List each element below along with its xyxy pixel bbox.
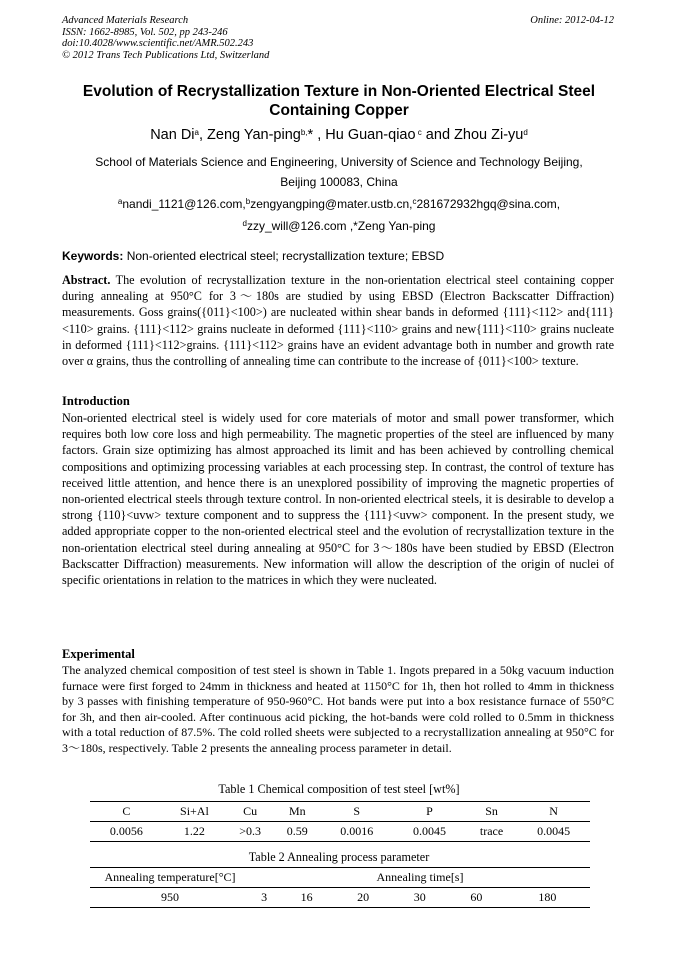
keywords-label: Keywords: (62, 249, 124, 263)
author-1: Nan Di (150, 127, 195, 143)
table-cell: 950 (161, 890, 179, 904)
email-c: 281672932hgq@sina.com, (416, 197, 561, 211)
author-2: Zeng Yan-ping (207, 127, 301, 143)
experimental-text: The analyzed chemical composition of test steel is shown in Table 1. Ingots prepared in a 50kg vacuum induction furnace were first forged to 24mm in thickness and heated at 1150°C for 1h, then hot rolled to 4mm in thickness by 3 passes with finishing temperature of 950-960°C. Hot bands were put into a box resistance furnace of 550°C for 3h, and then air-cooled. After continuous acid picking, the hot-bands were cold rolled to 0.5mm in thickness with a total reduction of 87.5%. The cold rolled sheets were subjected to a recrystallization annealing at 950°C for 3～180s, respectively. Table 2 presents the annealing process parameter in detail. (62, 663, 614, 755)
email-sup: c (412, 197, 417, 206)
table-cell: >0.3 (239, 824, 262, 838)
table-cell: 30 (413, 890, 426, 904)
table-header-cell: Si+Al (163, 802, 226, 822)
author-emails (62, 193, 616, 237)
email-sup: a (117, 197, 123, 206)
table-1-header-row (90, 802, 590, 822)
table-cell: 0.0056 (109, 824, 143, 838)
email-sup: b (245, 197, 251, 206)
table-row (90, 888, 590, 908)
author-3-sup: c (415, 128, 422, 137)
copyright: © 2012 Trans Tech Publications Ltd, Switzerland (62, 49, 270, 61)
author-sep: , (198, 127, 208, 143)
table-cell: 0.0045 (537, 824, 571, 838)
affiliation-line-1: School of Materials Science and Engineering, University of Science and Technology Beijing, (95, 155, 583, 169)
online-date: Online: 2012-04-12 (530, 15, 614, 26)
email-sup: d (242, 219, 247, 228)
introduction-text: Non-oriented electrical steel is widely used for core materials of motor and small power transformer, which requires both low core loss and high permeability. The magnetic properties of the steel are influenced by many factors. Grain size optimizing has almost approached its limit and has been achieved by controlling chemical compositions and optimizing processing variables at each processing step. In contrast, the control of texture has received little attention, and hence there is an unexplored possibility of improving the magnetic properties of non-oriented electrical steels through texture control. In non-oriented electrical steels, it is desirable to develop a strong {110}<uvw> texture component and to suppress the {111}<uvw> component. In the present study, we added appropriate copper to the non-oriented electrical steel and the evolution of recrystallization texture in the non-orientation electrical steel during annealing at 950°C for 3～180s have been studied by EBSD (Electron Backscatter Diffraction) measurements. New information will allow the description of the origin of nuclei of specific orientations in relation to the matrices in which they were nucleated. (62, 411, 614, 588)
author-sep: , (313, 127, 326, 143)
table-header-cell: Annealing temperature[°C] (90, 868, 250, 888)
title-line-1: Evolution of Recrystallization Texture in Non-Oriented Electrical Steel (82, 83, 596, 100)
author-1-sup: a (194, 128, 199, 137)
author-4-sup: d (523, 128, 528, 137)
table-cell: 0.0016 (340, 824, 374, 838)
table-row (90, 822, 590, 842)
author-list (62, 126, 616, 144)
table-cell: 180 (538, 890, 557, 904)
table-1-composition (90, 801, 590, 842)
table-header-cell: P (393, 802, 466, 822)
table-header-cell: Annealing time[s] (250, 868, 590, 888)
table-cell: trace (479, 824, 504, 838)
journal-meta (62, 15, 269, 61)
section-heading-experimental: Experimental (62, 647, 135, 661)
email-line-2 (62, 215, 616, 237)
paper-title (62, 82, 616, 120)
title-line-2: Containing Copper (269, 102, 409, 119)
author-sep: and (421, 127, 455, 143)
abstract-label: Abstract. (62, 273, 111, 287)
abstract-text: The evolution of recrystallization texture in the non-orientation electrical steel containing copper during annealing at 950°C for 3～180s are studied by using EBSD (Electron Backscatter Diffraction) measurements. Goss grains({011}<100>) are nucleated within shear bands in deformed {111}<112> and{111}<110> grains. {111}<112> grains nucleate in deformed {111}<110> grains and new{111}<110> grains nucleate in deformed {111}<112>grains. {111}<112> grains have an evident advantage both in number and growth rate over α grains, thus the controlling of annealing time can contribute to the increase of {011}<100> texture. (62, 273, 614, 369)
table-header-cell: Mn (274, 802, 320, 822)
table-2-caption: Table 2 Annealing process parameter (248, 850, 430, 864)
table-1-caption: Table 1 Chemical composition of test steel [wt%] (218, 782, 460, 796)
table-cell: 3 (261, 890, 268, 904)
doi: doi:10.4028/www.scientific.net/AMR.502.243 (62, 38, 254, 49)
table-header-cell: Cu (226, 802, 274, 822)
author-2-sup: b, (300, 128, 308, 137)
author-4: Zhou Zi-yu (454, 127, 524, 143)
table-cell: 0.0045 (412, 824, 446, 838)
email-d: zzy_will@126.com ,*Zeng Yan-ping (246, 219, 436, 233)
author-3: Hu Guan-qiao (325, 127, 416, 143)
email-line-1 (62, 193, 616, 215)
table-2-header-row (90, 868, 590, 888)
table-cell: 16 (300, 890, 313, 904)
section-heading-introduction: Introduction (62, 394, 130, 408)
corresponding-star: * (307, 127, 314, 143)
journal-name: Advanced Materials Research (62, 15, 189, 26)
email-b: zengyangping@mater.ustb.cn, (250, 197, 413, 211)
keywords-text: Non-oriented electrical steel; recrystallization texture; EBSD (123, 249, 445, 263)
keywords (62, 248, 616, 264)
email-a: nandi_1121@126.com, (122, 197, 246, 211)
table-cell: 0.59 (286, 824, 308, 838)
table-2-annealing (90, 867, 590, 908)
table-header-cell: S (320, 802, 393, 822)
table-header-cell: N (517, 802, 590, 822)
affiliation (62, 152, 616, 192)
affiliation-line-2: Beijing 100083, China (280, 175, 398, 189)
issn: ISSN: 1662-8985, Vol. 502, pp 243-246 (62, 26, 228, 38)
table-cell: 60 (470, 890, 483, 904)
table-cell: 20 (357, 890, 370, 904)
table-cell: 1.22 (183, 824, 205, 838)
table-header-cell: Sn (466, 802, 517, 822)
abstract (62, 272, 614, 369)
table-header-cell: C (90, 802, 163, 822)
